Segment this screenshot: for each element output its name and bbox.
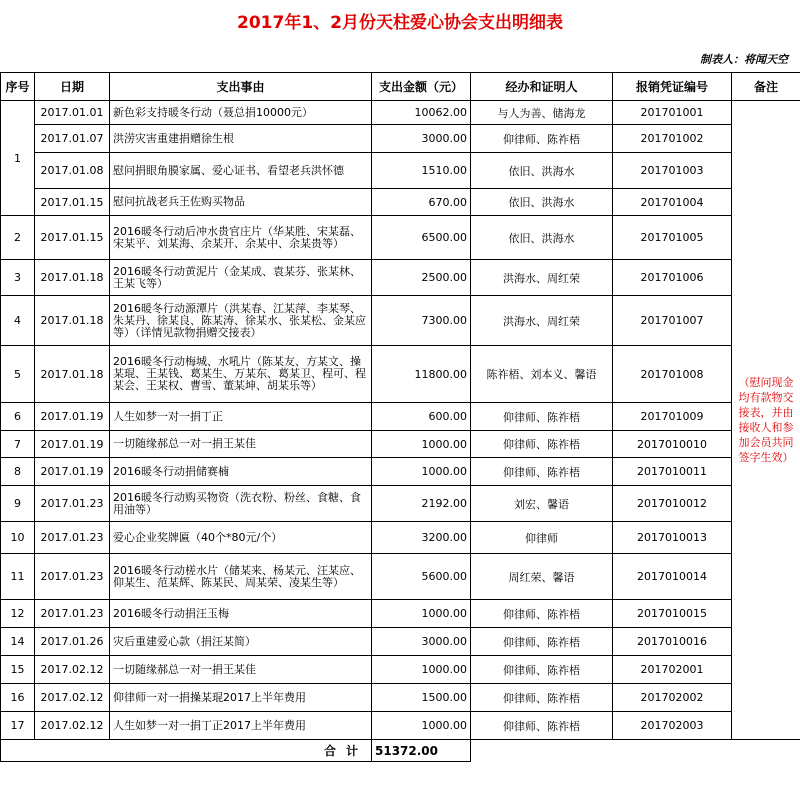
handler-cell: 依旧、洪海水 — [471, 216, 613, 260]
seq-cell: 6 — [1, 403, 35, 431]
date-cell: 2017.01.19 — [35, 403, 110, 431]
item-cell: 新色彩支持暖冬行动（聂总捐10000元） — [110, 101, 372, 125]
voucher-cell: 201701005 — [613, 216, 732, 260]
item-cell: 人生如梦一对一捐丁正 — [110, 403, 372, 431]
voucher-cell: 201701006 — [613, 260, 732, 296]
table-row — [1, 216, 800, 260]
header-handler: 经办和证明人 — [471, 73, 613, 101]
item-cell: 仰律师一对一捐操某琨2017上半年费用 — [110, 684, 372, 712]
item-cell: 慰问抗战老兵王佐购买物品 — [110, 189, 372, 216]
maker-label: 制表人：将闻天空 — [700, 53, 788, 66]
handler-cell: 陈祚梧、刘本义、馨语 — [471, 346, 613, 403]
item-cell: 2016暖冬行动捐汪玉梅 — [110, 600, 372, 628]
handler-cell: 依旧、洪海水 — [471, 189, 613, 216]
table-row — [1, 458, 800, 486]
voucher-cell: 201701001 — [613, 101, 732, 125]
table-row — [1, 403, 800, 431]
date-cell: 2017.01.19 — [35, 431, 110, 458]
table-row — [1, 554, 800, 600]
handler-cell: 仰律师 — [471, 522, 613, 554]
header-item: 支出事由 — [110, 73, 372, 101]
amount-cell: 3000.00 — [372, 628, 471, 656]
item-cell: 灾后重建爱心款（捐汪某简） — [110, 628, 372, 656]
date-cell: 2017.02.12 — [35, 656, 110, 684]
voucher-cell: 2017010014 — [613, 554, 732, 600]
table-row — [1, 153, 800, 189]
voucher-cell: 201701003 — [613, 153, 732, 189]
date-cell: 2017.01.18 — [35, 346, 110, 403]
voucher-cell: 201702001 — [613, 656, 732, 684]
table-row — [1, 522, 800, 554]
seq-cell: 8 — [1, 458, 35, 486]
amount-cell: 6500.00 — [372, 216, 471, 260]
item-cell: 爱心企业奖牌匾（40个*80元/个） — [110, 522, 372, 554]
date-cell: 2017.01.18 — [35, 296, 110, 346]
item-cell: 人生如梦一对一捐丁正2017上半年费用 — [110, 712, 372, 740]
seq-cell: 16 — [1, 684, 35, 712]
total-row — [1, 740, 800, 762]
date-cell: 2017.01.15 — [35, 216, 110, 260]
voucher-cell: 2017010011 — [613, 458, 732, 486]
seq-cell: 10 — [1, 522, 35, 554]
date-cell: 2017.01.23 — [35, 600, 110, 628]
table-row — [1, 125, 800, 153]
amount-cell: 7300.00 — [372, 296, 471, 346]
handler-cell: 仰律师、陈祚梧 — [471, 431, 613, 458]
voucher-cell: 2017010013 — [613, 522, 732, 554]
voucher-cell: 201702003 — [613, 712, 732, 740]
date-cell: 2017.01.08 — [35, 153, 110, 189]
seq-cell: 17 — [1, 712, 35, 740]
header-row — [1, 73, 800, 101]
handler-cell: 与人为善、储海龙 — [471, 101, 613, 125]
item-cell: 一切随缘郝总一对一捐王某佳 — [110, 656, 372, 684]
page-title: 2017年1、2月份天柱爱心协会支出明细表 — [237, 13, 563, 33]
item-cell: 2016暖冬行动购买物资（洗衣粉、粉丝、食糖、食用油等） — [110, 486, 372, 522]
date-cell: 2017.01.19 — [35, 458, 110, 486]
amount-cell: 1000.00 — [372, 431, 471, 458]
amount-cell: 1000.00 — [372, 712, 471, 740]
table-row — [1, 712, 800, 740]
seq-cell: 3 — [1, 260, 35, 296]
item-cell: 2016暖冬行动后冲水贵官庄片（华某胜、宋某磊、宋某平、刘某海、余某开、余某中、余某贵等） — [110, 216, 372, 260]
table-row — [1, 684, 800, 712]
handler-cell: 周红荣、馨语 — [471, 554, 613, 600]
table-body — [1, 101, 800, 762]
handler-cell: 洪海水、周红荣 — [471, 296, 613, 346]
amount-cell: 600.00 — [372, 403, 471, 431]
voucher-cell: 201701009 — [613, 403, 732, 431]
date-cell: 2017.01.07 — [35, 125, 110, 153]
table-row — [1, 260, 800, 296]
handler-cell: 依旧、洪海水 — [471, 153, 613, 189]
header-voucher: 报销凭证编号 — [613, 73, 732, 101]
seq-cell: 1 — [1, 101, 35, 216]
header-date: 日期 — [35, 73, 110, 101]
amount-cell: 670.00 — [372, 189, 471, 216]
amount-cell: 3000.00 — [372, 125, 471, 153]
date-cell: 2017.02.12 — [35, 684, 110, 712]
seq-cell: 2 — [1, 216, 35, 260]
voucher-cell: 2017010012 — [613, 486, 732, 522]
table-row — [1, 656, 800, 684]
table-row — [1, 431, 800, 458]
table-row — [1, 628, 800, 656]
seq-cell: 15 — [1, 656, 35, 684]
date-cell: 2017.01.23 — [35, 486, 110, 522]
voucher-cell: 2017010010 — [613, 431, 732, 458]
header-amount: 支出金额（元） — [372, 73, 471, 101]
amount-cell: 11800.00 — [372, 346, 471, 403]
item-cell: 洪涝灾害重建捐赠徐生根 — [110, 125, 372, 153]
date-cell: 2017.01.23 — [35, 554, 110, 600]
note-cell: （慰问现金均有款物交接表，并由接收人和参加会员共同签字生效） — [732, 101, 800, 740]
seq-cell: 9 — [1, 486, 35, 522]
total-label: 合计 — [1, 740, 372, 762]
date-cell: 2017.01.23 — [35, 522, 110, 554]
voucher-cell: 201701007 — [613, 296, 732, 346]
amount-cell: 2192.00 — [372, 486, 471, 522]
date-cell: 2017.01.26 — [35, 628, 110, 656]
amount-cell: 2500.00 — [372, 260, 471, 296]
voucher-cell: 201701008 — [613, 346, 732, 403]
table-row — [1, 486, 800, 522]
voucher-cell: 201701002 — [613, 125, 732, 153]
item-cell: 2016暖冬行动源潭片（洪某春、江某萍、李某琴、朱某丹、徐某良、陈某涛、徐某水、张某松、金某应等）（详情见款物捐赠交接表） — [110, 296, 372, 346]
table-row — [1, 346, 800, 403]
date-cell: 2017.02.12 — [35, 712, 110, 740]
expense-table — [0, 72, 800, 762]
amount-cell: 1000.00 — [372, 458, 471, 486]
amount-cell: 1500.00 — [372, 684, 471, 712]
handler-cell: 仰律师、陈祚梧 — [471, 458, 613, 486]
table-row — [1, 101, 800, 125]
item-cell: 慰问捐眼角膜家属、爱心证书、看望老兵洪怀德 — [110, 153, 372, 189]
handler-cell: 洪海水、周红荣 — [471, 260, 613, 296]
handler-cell: 仰律师、陈祚梧 — [471, 656, 613, 684]
handler-cell: 仰律师、陈祚梧 — [471, 125, 613, 153]
item-cell: 2016暖冬行动捐储赛楠 — [110, 458, 372, 486]
date-cell: 2017.01.15 — [35, 189, 110, 216]
voucher-cell: 2017010015 — [613, 600, 732, 628]
item-cell: 2016暖冬行动梅城、水吼片（陈某友、方某文、操某琨、王某钱、葛某生、万某东、葛某卫、程可、程某会、王某权、曹雪、董某坤、胡某乐等） — [110, 346, 372, 403]
item-cell: 一切随缘郝总一对一捐王某佳 — [110, 431, 372, 458]
amount-cell: 1510.00 — [372, 153, 471, 189]
seq-cell: 14 — [1, 628, 35, 656]
handler-cell: 仰律师、陈祚梧 — [471, 628, 613, 656]
amount-cell: 1000.00 — [372, 656, 471, 684]
amount-cell: 10062.00 — [372, 101, 471, 125]
item-cell: 2016暖冬行动槎水片（储某来、杨某元、汪某应、仰某生、范某辉、陈某民、周某荣、凌某生等） — [110, 554, 372, 600]
blank-cell — [471, 740, 800, 762]
table-row — [1, 600, 800, 628]
date-cell: 2017.01.18 — [35, 260, 110, 296]
date-cell: 2017.01.01 — [35, 101, 110, 125]
seq-cell: 7 — [1, 431, 35, 458]
table-row — [1, 189, 800, 216]
handler-cell: 仰律师、陈祚梧 — [471, 600, 613, 628]
handler-cell: 刘宏、馨语 — [471, 486, 613, 522]
header-seq: 序号 — [1, 73, 35, 101]
handler-cell: 仰律师、陈祚梧 — [471, 684, 613, 712]
handler-cell: 仰律师、陈祚梧 — [471, 403, 613, 431]
amount-cell: 5600.00 — [372, 554, 471, 600]
amount-cell: 1000.00 — [372, 600, 471, 628]
seq-cell: 4 — [1, 296, 35, 346]
item-cell: 2016暖冬行动黄泥片（金某成、袁某芬、张某林、王某飞等） — [110, 260, 372, 296]
voucher-cell: 2017010016 — [613, 628, 732, 656]
handler-cell: 仰律师、陈祚梧 — [471, 712, 613, 740]
seq-cell: 5 — [1, 346, 35, 403]
seq-cell: 11 — [1, 554, 35, 600]
table-row — [1, 296, 800, 346]
voucher-cell: 201702002 — [613, 684, 732, 712]
amount-cell: 3200.00 — [372, 522, 471, 554]
total-amount: 51372.00 — [372, 740, 471, 762]
voucher-cell: 201701004 — [613, 189, 732, 216]
header-note: 备注 — [732, 73, 800, 101]
seq-cell: 12 — [1, 600, 35, 628]
